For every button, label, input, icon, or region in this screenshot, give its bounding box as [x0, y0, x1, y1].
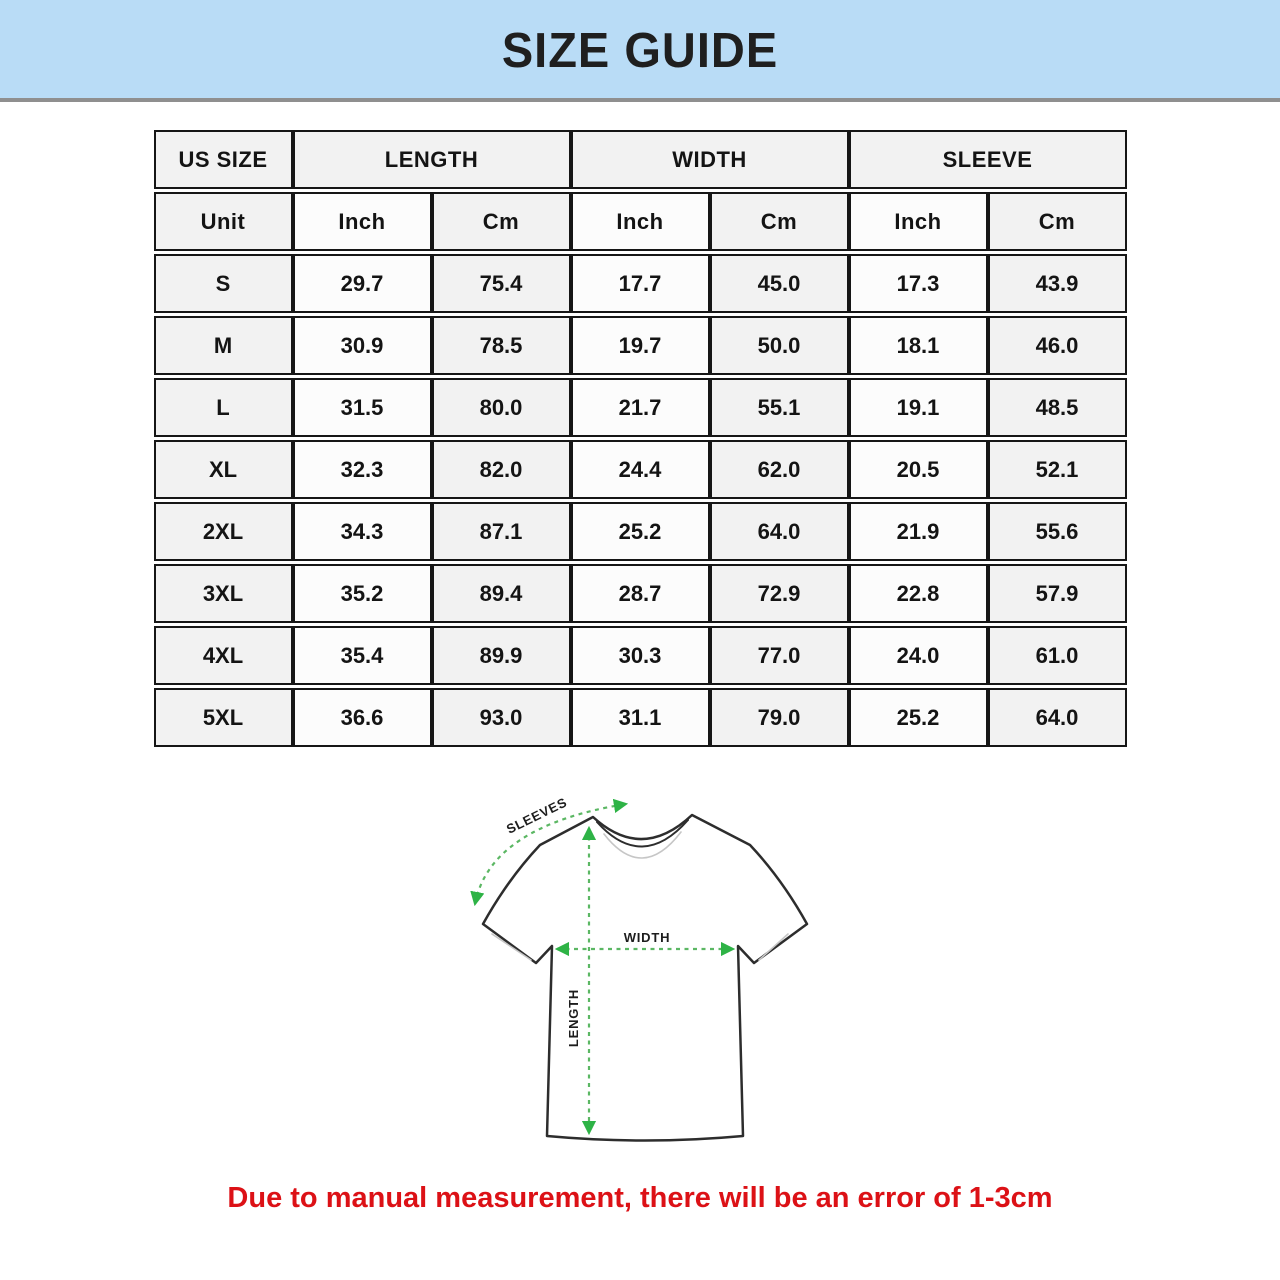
table-row: [154, 688, 1127, 747]
size-label: 4XL: [154, 626, 293, 685]
value-cell: 31.5: [293, 378, 432, 437]
table-row: [154, 440, 1127, 499]
measurement-note: Due to manual measurement, there will be an error of 1-3cm: [227, 1182, 1053, 1214]
table-row: [154, 378, 1127, 437]
value-cell: 25.2: [571, 502, 710, 561]
table-row: [154, 564, 1127, 623]
value-cell: 80.0: [432, 378, 571, 437]
value-cell: 29.7: [293, 254, 432, 313]
value-cell: 36.6: [293, 688, 432, 747]
size-label: 3XL: [154, 564, 293, 623]
value-cell: 21.7: [571, 378, 710, 437]
value-cell: 72.9: [710, 564, 849, 623]
value-cell: 78.5: [432, 316, 571, 375]
value-cell: 24.4: [571, 440, 710, 499]
value-cell: 87.1: [432, 502, 571, 561]
width-label: WIDTH: [623, 930, 671, 945]
value-cell: 62.0: [710, 440, 849, 499]
value-cell: 30.3: [571, 626, 710, 685]
tshirt-outline: [483, 815, 807, 1141]
unit-inch-cell: Inch: [849, 192, 988, 251]
size-label: L: [154, 378, 293, 437]
unit-inch-cell: Inch: [293, 192, 432, 251]
size-table: [154, 127, 1127, 750]
value-cell: 31.1: [571, 688, 710, 747]
value-cell: 77.0: [710, 626, 849, 685]
value-cell: 32.3: [293, 440, 432, 499]
value-cell: 28.7: [571, 564, 710, 623]
banner-divider: [0, 98, 1280, 102]
value-cell: 25.2: [849, 688, 988, 747]
value-cell: 22.8: [849, 564, 988, 623]
value-cell: 57.9: [988, 564, 1127, 623]
value-cell: 19.7: [571, 316, 710, 375]
value-cell: 89.4: [432, 564, 571, 623]
col-header-us-size: US SIZE: [154, 130, 293, 189]
tshirt-diagram: [0, 776, 1280, 1174]
value-cell: 18.1: [849, 316, 988, 375]
value-cell: 48.5: [988, 378, 1127, 437]
sleeves-label: SLEEVES: [504, 794, 570, 837]
size-label: XL: [154, 440, 293, 499]
unit-header-row: [154, 192, 1127, 251]
value-cell: 30.9: [293, 316, 432, 375]
value-cell: 20.5: [849, 440, 988, 499]
value-cell: 21.9: [849, 502, 988, 561]
value-cell: 52.1: [988, 440, 1127, 499]
value-cell: 93.0: [432, 688, 571, 747]
value-cell: 61.0: [988, 626, 1127, 685]
table-row: [154, 502, 1127, 561]
value-cell: 46.0: [988, 316, 1127, 375]
value-cell: 34.3: [293, 502, 432, 561]
value-cell: 35.4: [293, 626, 432, 685]
title-banner: [0, 0, 1280, 98]
length-label: LENGTH: [566, 988, 581, 1048]
value-cell: 75.4: [432, 254, 571, 313]
value-cell: 55.6: [988, 502, 1127, 561]
size-label: S: [154, 254, 293, 313]
unit-header-cell: Unit: [154, 192, 293, 251]
value-cell: 19.1: [849, 378, 988, 437]
group-header-row: [154, 130, 1127, 189]
col-header-length: LENGTH: [293, 130, 571, 189]
col-header-sleeve: SLEEVE: [849, 130, 1127, 189]
value-cell: 55.1: [710, 378, 849, 437]
value-cell: 64.0: [988, 688, 1127, 747]
value-cell: 17.3: [849, 254, 988, 313]
value-cell: 17.7: [571, 254, 710, 313]
unit-inch-cell: Inch: [571, 192, 710, 251]
col-header-width: WIDTH: [571, 130, 849, 189]
value-cell: 24.0: [849, 626, 988, 685]
value-cell: 43.9: [988, 254, 1127, 313]
value-cell: 89.9: [432, 626, 571, 685]
size-label: 5XL: [154, 688, 293, 747]
value-cell: 50.0: [710, 316, 849, 375]
unit-cm-cell: Cm: [988, 192, 1127, 251]
unit-cm-cell: Cm: [432, 192, 571, 251]
value-cell: 64.0: [710, 502, 849, 561]
table-row: [154, 626, 1127, 685]
value-cell: 35.2: [293, 564, 432, 623]
table-row: [154, 254, 1127, 313]
table-row: [154, 316, 1127, 375]
size-label: 2XL: [154, 502, 293, 561]
value-cell: 45.0: [710, 254, 849, 313]
tshirt-svg: [420, 776, 860, 1174]
page-title: SIZE GUIDE: [501, 21, 779, 77]
unit-cm-cell: Cm: [710, 192, 849, 251]
value-cell: 82.0: [432, 440, 571, 499]
size-label: M: [154, 316, 293, 375]
value-cell: 79.0: [710, 688, 849, 747]
